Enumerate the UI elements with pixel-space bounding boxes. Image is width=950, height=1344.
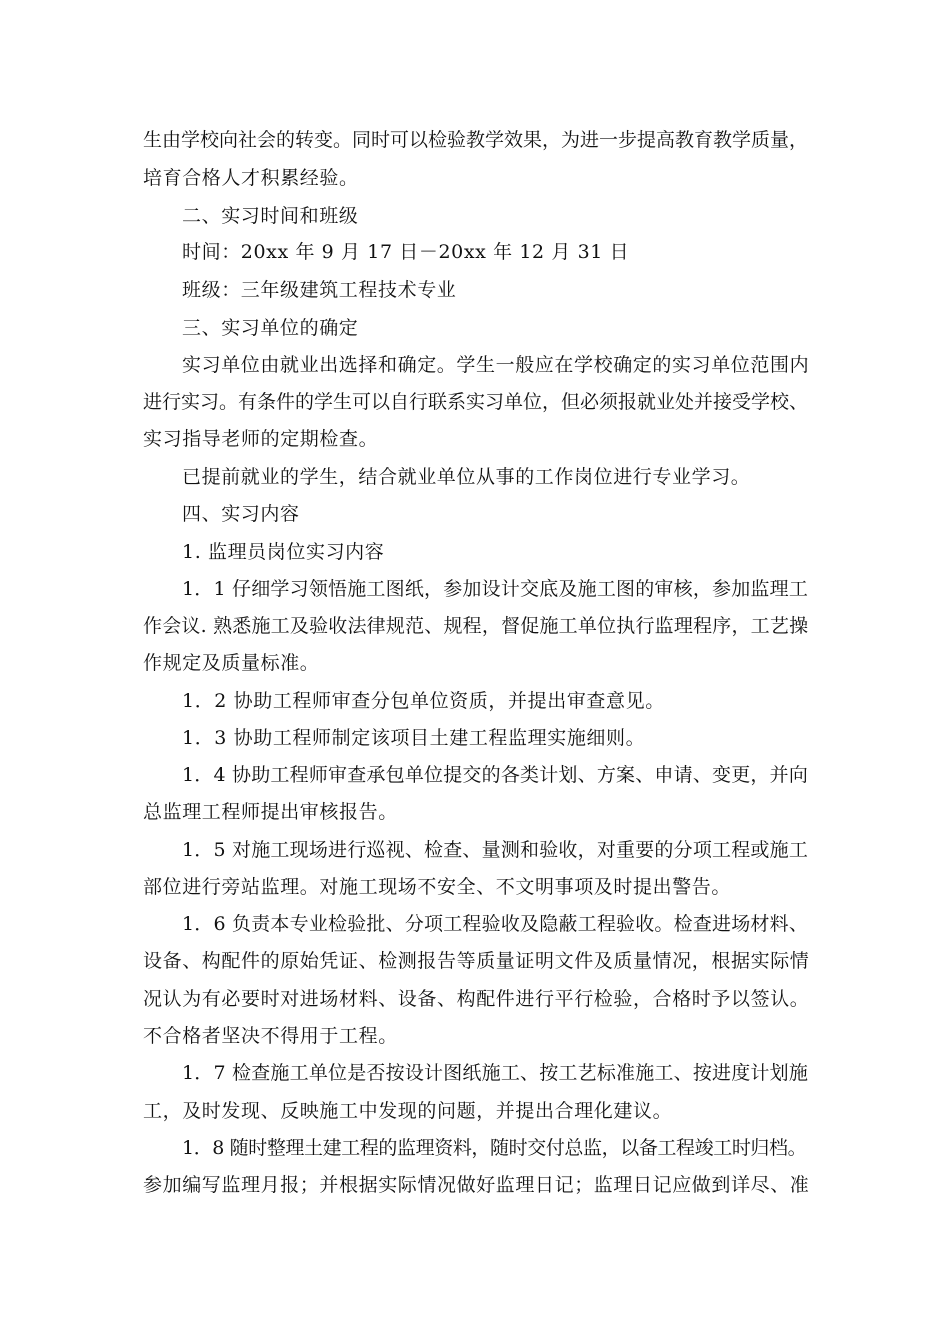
text-line: 部位进行旁站监理。对施工现场不安全、不文明事项及时提出警告。 (143, 876, 732, 898)
section-heading: 三、实习单位的确定 (182, 317, 359, 339)
text-line: 进行实习。有条件的学生可以自行联系实习单位，但必须报就业处并接受学校、 (143, 391, 809, 413)
text-line: 1．8 随时整理土建工程的监理资料，随时交付总监，以备工程竣工时归档。 (182, 1137, 807, 1159)
text-line: 培育合格人才积累经验。 (143, 167, 359, 189)
text-line: 况认为有必要时对进场材料、设备、构配件进行平行检验，合格时予以签认。 (143, 988, 810, 1010)
text-line: 1．5 对施工现场进行巡视、检查、量测和验收，对重要的分项工程或施工 (182, 839, 809, 861)
text-line: 1．6 负责本专业检验批、分项工程验收及隐蔽工程验收。检查进场材料、 (182, 913, 809, 935)
text-line: 时间：20xx 年 9 月 17 日－20xx 年 12 月 31 日 (182, 241, 630, 263)
text-line: 1．2 协助工程师审查分包单位资质，并提出审查意见。 (182, 690, 665, 712)
text-line: 作规定及质量标准。 (143, 652, 320, 674)
text-line: 不合格者坚决不得用于工程。 (143, 1025, 398, 1047)
text-line: 实习指导老师的定期检查。 (143, 428, 379, 450)
text-line: 设备、构配件的原始凭证、检测报告等质量证明文件及质量情况，根据实际情 (143, 950, 810, 972)
text-line: 工，及时发现、反映施工中发现的问题，并提出合理化建议。 (143, 1100, 673, 1122)
text-line: 已提前就业的学生，结合就业单位从事的工作岗位进行专业学习。 (182, 466, 751, 488)
text-line: 1．1 仔细学习领悟施工图纸，参加设计交底及施工图的审核，参加监理工 (182, 578, 809, 600)
text-line: 1．4 协助工程师审查承包单位提交的各类计划、方案、申请、变更，并向 (182, 764, 809, 786)
text-line: 1．3 协助工程师制定该项目土建工程监理实施细则。 (182, 727, 646, 749)
text-line: 参加编写监理月报；并根据实际情况做好监理日记；监理日记应做到详尽、准 (143, 1174, 810, 1196)
subsection-heading: 1. 监理员岗位实习内容 (182, 541, 385, 563)
text-line: 实习单位由就业出选择和确定。学生一般应在学校确定的实习单位范围内 (182, 354, 810, 376)
text-line: 生由学校向社会的转变。同时可以检验教学效果，为进一步提高教育教学质量， (143, 129, 809, 151)
text-line: 班级：三年级建筑工程技术专业 (182, 279, 457, 301)
text-line: 总监理工程师提出审核报告。 (143, 801, 398, 823)
text-line: 作会议. 熟悉施工及验收法律规范、规程，督促施工单位执行监理程序，工艺操 (143, 615, 809, 637)
text-line: 1．7 检查施工单位是否按设计图纸施工、按工艺标准施工、按进度计划施 (182, 1062, 809, 1084)
section-heading: 二、实习时间和班级 (182, 205, 359, 227)
section-heading: 四、实习内容 (182, 503, 300, 525)
